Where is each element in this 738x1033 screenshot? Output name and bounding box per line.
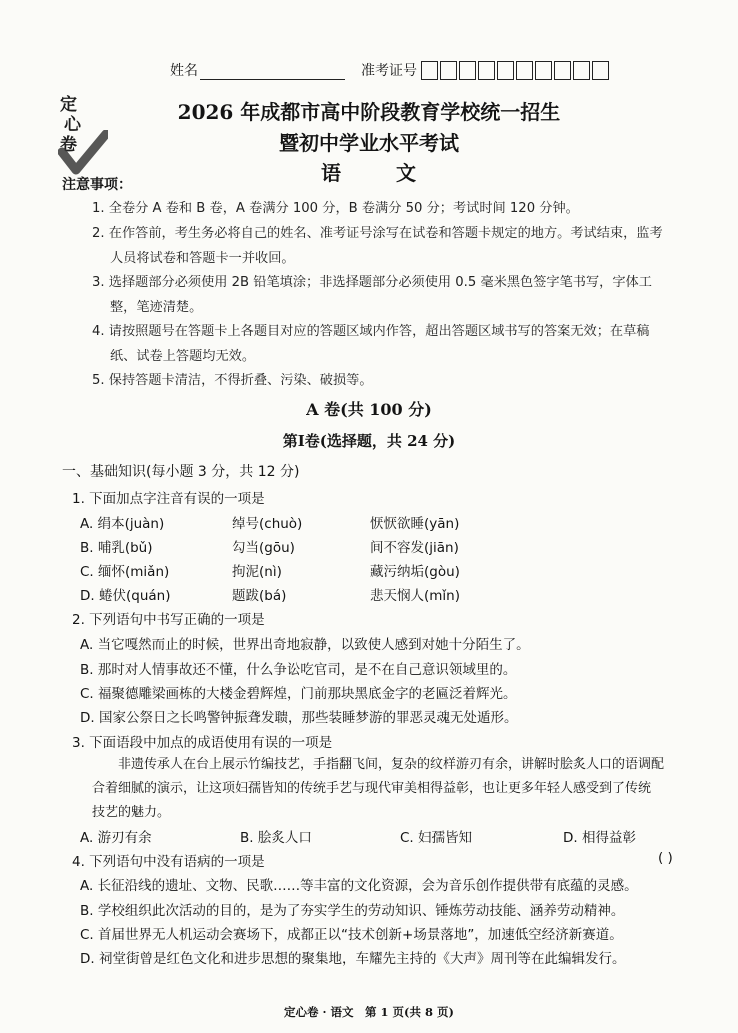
name-label: 姓名	[170, 63, 198, 79]
exam-subtitle: 暨初中学业水平考试	[279, 131, 459, 155]
notice-heading: 注意事项：	[62, 177, 132, 193]
q2-option: D. 国家公祭日之长鸣警钟振聋发聩，那些装睡梦游的罪恶灵魂无处遁形。	[80, 710, 518, 726]
q1-option: 题跋(bá)	[232, 588, 287, 604]
q1-stem: 1. 下面加点字注音有误的一项是	[72, 491, 265, 507]
q3-passage-line: 合着细腻的演示，让这项妇孺皆知的传统手艺与现代审美相得益彰，也让更多年轻人感受到了传统	[92, 781, 652, 796]
q3-passage-line: 技艺的魅力。	[92, 805, 171, 820]
q2-stem: 2. 下列语句中书写正确的一项是	[72, 612, 265, 628]
stamp-char: 定	[60, 95, 77, 115]
q3-option: A. 游刃有余	[80, 830, 152, 846]
notice-item: 纸、试卷上答题均无效。	[110, 349, 256, 364]
candidate-info	[170, 60, 609, 80]
q2-option: C. 福聚德雕梁画栋的大楼金碧辉煌，门前那块黑底金字的老匾泛着辉光。	[80, 686, 517, 702]
q1-option: 藏污纳垢(gòu)	[370, 564, 460, 580]
notice-item: 5. 保持答题卡清洁，不得折叠、污染、破损等。	[92, 373, 373, 388]
stamp-char: 心	[64, 115, 81, 135]
subject-char: 文	[396, 161, 417, 185]
q4-answer-bracket[interactable]: ( )	[658, 850, 673, 866]
q3-stem: 3. 下面语段中加点的成语使用有误的一项是	[72, 735, 333, 751]
id-digit-box[interactable]	[459, 61, 476, 80]
page-footer: 定心卷 · 语文 第 1 页(共 8 页)	[284, 1005, 454, 1019]
q1-option: B. 哺乳(bǔ)	[80, 540, 153, 556]
notice-item: 1. 全卷分 A 卷和 B 卷，A 卷满分 100 分，B 卷满分 50 分；考试时间 120 分钟。	[92, 201, 579, 216]
id-label: 准考证号	[361, 63, 417, 79]
id-digit-box[interactable]	[440, 61, 457, 80]
id-digit-box[interactable]	[421, 61, 438, 80]
id-digit-box[interactable]	[516, 61, 533, 80]
q3-passage-line: 非遗传承人在台上展示竹编技艺，手指翻飞间，复杂的纹样游刃有余，讲解时脍炙人口的语调配	[118, 757, 665, 772]
stamp-char: 卷	[60, 135, 77, 155]
q1-option: A. 绢本(juàn)	[80, 516, 165, 532]
notice-item: 3. 选择题部分必须使用 2B 铅笔填涂；非选择题部分必须使用 0.5 毫米黑色签字笔书写，字体工	[92, 275, 652, 290]
notice-item: 整，笔迹清楚。	[110, 300, 203, 315]
q3-option: B. 脍炙人口	[240, 830, 312, 846]
id-digit-box[interactable]	[478, 61, 495, 80]
id-digit-box[interactable]	[535, 61, 552, 80]
q4-option: C. 首届世界无人机运动会赛场下，成都正以“技术创新+场景落地”，加速低空经济新赛道。	[80, 927, 623, 943]
q1-option: C. 缅怀(miǎn)	[80, 564, 170, 580]
q1-option: 勾当(gōu)	[232, 540, 295, 556]
id-digit-box[interactable]	[573, 61, 590, 80]
notice-item: 4. 请按照题号在答题卡上各题目对应的答题区域内作答，超出答题区域书写的答案无效；在草稿	[92, 324, 650, 339]
q1-option: 拘泥(nì)	[232, 564, 282, 580]
q2-option: B. 那时对人情事故还不懂，什么争讼吃官司，是不在自己意识领域里的。	[80, 662, 517, 678]
q1-option: 间不容发(jiān)	[370, 540, 459, 556]
id-digit-box[interactable]	[497, 61, 514, 80]
q4-stem: 4. 下列语句中没有语病的一项是	[72, 854, 265, 870]
id-digit-box[interactable]	[592, 61, 609, 80]
name-field[interactable]	[200, 65, 345, 80]
q2-option: A. 当它嘎然而止的时候，世界出奇地寂静，以致使人感到对她十分陌生了。	[80, 637, 530, 653]
id-number-boxes[interactable]	[419, 61, 609, 80]
q4-option: B. 学校组织此次活动的目的，是为了夯实学生的劳动知识、锤炼劳动技能、涵养劳动精神。	[80, 903, 625, 919]
basic-section-heading: 一、基础知识(每小题 3 分，共 12 分)	[62, 464, 300, 480]
notice-item: 2. 在作答前，考生务必将自己的姓名、准考证号涂写在试卷和答题卡规定的地方。考试结束，监考	[92, 226, 663, 241]
exam-title: 2026 年成都市高中阶段教育学校统一招生	[177, 100, 561, 124]
q1-option: D. 蜷伏(quán)	[80, 588, 171, 604]
q4-option: A. 长征沿线的遗址、文物、民歌……等丰富的文化资源，会为音乐创作提供带有底蕴的灵感。	[80, 878, 638, 894]
subject-char: 语	[321, 161, 342, 185]
q3-option: D. 相得益彰	[563, 830, 636, 846]
q3-option: C. 妇孺皆知	[400, 830, 473, 846]
section-a-heading: A 卷(共 100 分)	[306, 400, 432, 419]
id-digit-box[interactable]	[554, 61, 571, 80]
notice-item: 人员将试卷和答题卡一并收回。	[110, 251, 295, 266]
part1-heading: 第Ⅰ卷(选择题，共 24 分)	[282, 432, 456, 450]
q1-option: 绰号(chuò)	[232, 516, 303, 532]
q4-option: D. 祠堂街曾是红色文化和进步思想的聚集地，车耀先主持的《大声》周刊等在此编辑发行。	[80, 951, 626, 967]
q1-option: 恹恹欲睡(yān)	[370, 516, 460, 532]
q1-option: 悲天悯人(mǐn)	[370, 588, 460, 604]
